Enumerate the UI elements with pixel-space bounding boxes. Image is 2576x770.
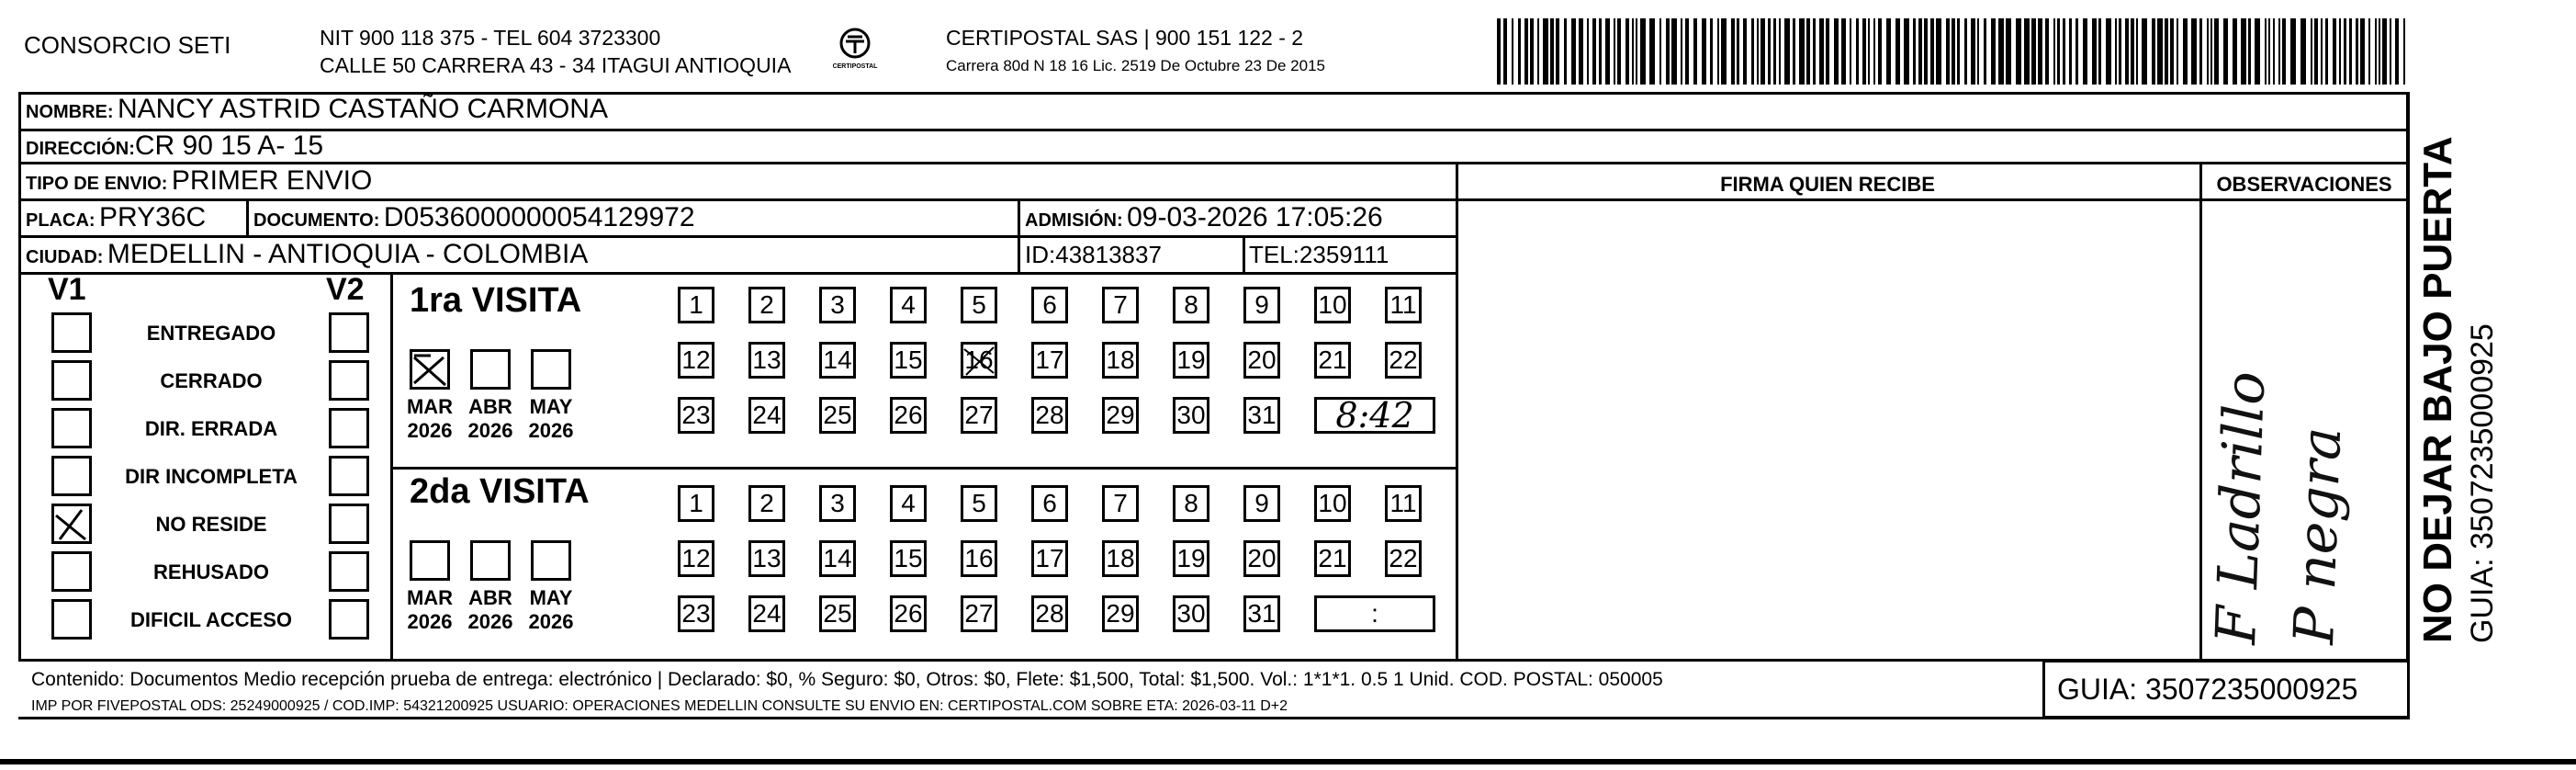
carrier-name: CERTIPOSTAL SAS | 900 151 122 - 2 [946, 26, 1304, 50]
status-label: DIFICIL ACCESO [129, 608, 292, 631]
day-box[interactable]: 7 [1102, 287, 1139, 323]
day-box[interactable]: 6 [1031, 287, 1068, 323]
v2-header: V2 [326, 272, 365, 307]
day-box[interactable]: 9 [1243, 485, 1280, 522]
day-box[interactable]: 2 [748, 485, 785, 522]
day-box[interactable]: 25 [819, 397, 856, 434]
status-label: ENTREGADO [146, 322, 276, 345]
time-box[interactable] [1314, 595, 1435, 632]
company-name: CONSORCIO SETI [24, 31, 231, 59]
day-box[interactable]: 30 [1173, 595, 1209, 632]
firma-header: FIRMA QUIEN RECIBE [1720, 173, 1935, 196]
barcode [1497, 18, 2406, 85]
day-box[interactable]: 23 [678, 397, 714, 434]
footer-print-info: IMP POR FIVEPOSTAL ODS: 25249000925 / COD.IMP: 54321200925 USUARIO: OPERACIONES MEDELLIN CONSULTE SU ENVIO EN: CERTIPOSTAL.COM SOBRE ETA: 2026-03-11 D+2 [31, 698, 1288, 714]
time-box[interactable] [1314, 397, 1435, 434]
day-box[interactable]: 11 [1385, 485, 1422, 522]
day-box[interactable]: 8 [1173, 485, 1209, 522]
second-visit-title: 2da VISITA [410, 472, 590, 511]
side-warning: NO DEJAR BAJO PUERTA [2415, 136, 2460, 643]
day-box[interactable]: 26 [890, 397, 927, 434]
status-label: CERRADO [160, 369, 263, 392]
day-box[interactable]: 1 [678, 485, 714, 522]
day-box[interactable]: 19 [1173, 540, 1209, 577]
day-box[interactable]: 15 [890, 540, 927, 577]
day-box[interactable]: 27 [961, 595, 997, 632]
month-checkbox-mar[interactable] [410, 349, 450, 390]
day-box[interactable]: 14 [819, 342, 856, 379]
observation-note-1: F Ladrillo [2204, 370, 2278, 646]
day-box[interactable]: 31 [1243, 397, 1280, 434]
day-box[interactable]: 3 [819, 287, 856, 323]
shipment-type: PRIMER ENVIO [171, 165, 373, 196]
status-label: NO RESIDE [155, 513, 267, 536]
day-box[interactable]: 16 [961, 342, 997, 379]
v2-checkbox[interactable] [329, 408, 369, 448]
direccion-row: DIRECCIÓN:CR 90 15 A- 15 [26, 130, 324, 161]
id-value: 43813837 [1055, 241, 1162, 268]
recipient-address: CR 90 15 A- 15 [134, 130, 324, 161]
day-box[interactable]: 12 [678, 342, 714, 379]
carrier-license: Carrera 80d N 18 16 Lic. 2519 De Octubre 23 De 2015 [946, 57, 1325, 74]
day-box[interactable]: 21 [1314, 342, 1351, 379]
day-box[interactable]: 21 [1314, 540, 1351, 577]
day-box[interactable]: 20 [1243, 540, 1280, 577]
document-number: D0536000000054129972 [383, 202, 695, 232]
v2-checkbox[interactable] [329, 360, 369, 401]
day-box[interactable]: 14 [819, 540, 856, 577]
day-box[interactable]: 23 [678, 595, 714, 632]
id-cell: ID:43813837 [1025, 241, 1162, 268]
month-label: MAR 2026 [406, 395, 454, 442]
day-box[interactable]: 13 [748, 342, 785, 379]
day-box[interactable]: 9 [1243, 287, 1280, 323]
certipostal-logo: CERTIPOSTAL [831, 28, 879, 79]
month-checkbox-may[interactable] [531, 349, 571, 390]
day-box[interactable]: 18 [1102, 540, 1139, 577]
placa-cell: PLACA: PRY36C [26, 202, 207, 232]
day-box[interactable]: 13 [748, 540, 785, 577]
v2-checkbox[interactable] [329, 504, 369, 544]
day-box[interactable]: 22 [1385, 342, 1422, 379]
recipient-name: NANCY ASTRID CASTAÑO CARMONA [118, 94, 608, 124]
day-box[interactable]: 7 [1102, 485, 1139, 522]
day-box[interactable]: 30 [1173, 397, 1209, 434]
v2-checkbox[interactable] [329, 456, 369, 496]
day-box[interactable]: 10 [1314, 485, 1351, 522]
month-checkbox-abr[interactable] [470, 540, 511, 581]
ciudad-cell: CIUDAD: MEDELLIN - ANTIOQUIA - COLOMBIA [26, 239, 589, 269]
day-box[interactable]: 17 [1031, 540, 1068, 577]
day-box[interactable]: 16 [961, 540, 997, 577]
day-box[interactable]: 8 [1173, 287, 1209, 323]
tel-cell: TEL:2359111 [1249, 241, 1389, 268]
admision-cell: ADMISIÓN: 09-03-2026 17:05:26 [1025, 202, 1383, 232]
status-label: DIR. ERRADA [144, 417, 278, 440]
day-box[interactable]: 24 [748, 595, 785, 632]
day-box[interactable]: 19 [1173, 342, 1209, 379]
day-box[interactable]: 11 [1385, 287, 1422, 323]
month-checkbox-may[interactable] [531, 540, 571, 581]
day-box[interactable]: 4 [890, 287, 927, 323]
day-box[interactable]: 15 [890, 342, 927, 379]
observaciones-header: OBSERVACIONES [2216, 173, 2392, 196]
month-label: ABR 2026 [467, 586, 513, 633]
status-label: DIR INCOMPLETA [125, 465, 298, 488]
footer-guia: GUIA: 3507235000925 [2057, 673, 2358, 706]
company-address: CALLE 50 CARRERA 43 - 34 ITAGUI ANTIOQUIA [320, 53, 792, 77]
day-box[interactable]: 12 [678, 540, 714, 577]
time-value: 8:42 [1335, 395, 1414, 436]
day-box[interactable]: 29 [1102, 595, 1139, 632]
v2-checkbox[interactable] [329, 312, 369, 353]
day-box[interactable]: 17 [1031, 342, 1068, 379]
day-box[interactable]: 2 [748, 287, 785, 323]
admission-date: 09-03-2026 17:05:26 [1127, 202, 1383, 232]
v1-header: V1 [48, 272, 86, 307]
observation-note-2: P negra [2282, 425, 2355, 646]
side-guia: GUIA: 3507235000925 [2465, 323, 2500, 643]
company-nit: NIT 900 118 375 - TEL 604 3723300 [320, 26, 661, 50]
day-box[interactable]: 5 [961, 287, 997, 323]
first-visit-title: 1ra VISITA [410, 281, 582, 320]
v2-checkbox[interactable] [329, 599, 369, 640]
month-label: MAR 2026 [406, 586, 454, 633]
day-box[interactable]: 24 [748, 397, 785, 434]
day-box[interactable]: 10 [1314, 287, 1351, 323]
day-box[interactable]: 1 [678, 287, 714, 323]
day-box[interactable]: 3 [819, 485, 856, 522]
status-label: REHUSADO [153, 561, 269, 583]
footer-content: Contenido: Documentos Medio recepción prueba de entrega: electrónico | Declarado: $0, % Seguro: $0, Otros: $0, Flete: $1,500, Total: $1,500. Vol.: 1*1*1. 0.5 1 Unid. COD. POSTAL: 050005 [31, 669, 1663, 690]
month-label: MAY 2026 [528, 395, 574, 442]
day-box[interactable]: 5 [961, 485, 997, 522]
day-box[interactable]: 26 [890, 595, 927, 632]
day-box[interactable]: 28 [1031, 397, 1068, 434]
day-box[interactable]: 20 [1243, 342, 1280, 379]
day-box[interactable]: 27 [961, 397, 997, 434]
time-value: : [1371, 599, 1378, 628]
month-checkbox-mar[interactable] [410, 540, 450, 581]
placa-value: PRY36C [99, 202, 207, 232]
day-box[interactable]: 4 [890, 485, 927, 522]
day-box[interactable]: 22 [1385, 540, 1422, 577]
nombre-row: NOMBRE: NANCY ASTRID CASTAÑO CARMONA [26, 94, 608, 124]
day-box[interactable]: 6 [1031, 485, 1068, 522]
month-label: MAY 2026 [528, 586, 574, 633]
day-box[interactable]: 29 [1102, 397, 1139, 434]
day-box[interactable]: 28 [1031, 595, 1068, 632]
day-box[interactable]: 18 [1102, 342, 1139, 379]
city-value: MEDELLIN - ANTIOQUIA - COLOMBIA [107, 239, 589, 269]
v2-checkbox[interactable] [329, 551, 369, 592]
month-label: ABR 2026 [467, 395, 513, 442]
tipo-row: TIPO DE ENVIO: PRIMER ENVIO [26, 165, 373, 196]
tel-value: 2359111 [1299, 241, 1389, 268]
day-box[interactable]: 25 [819, 595, 856, 632]
documento-cell: DOCUMENTO: D0536000000054129972 [253, 202, 695, 232]
month-checkbox-abr[interactable] [470, 349, 511, 390]
day-box[interactable]: 31 [1243, 595, 1280, 632]
